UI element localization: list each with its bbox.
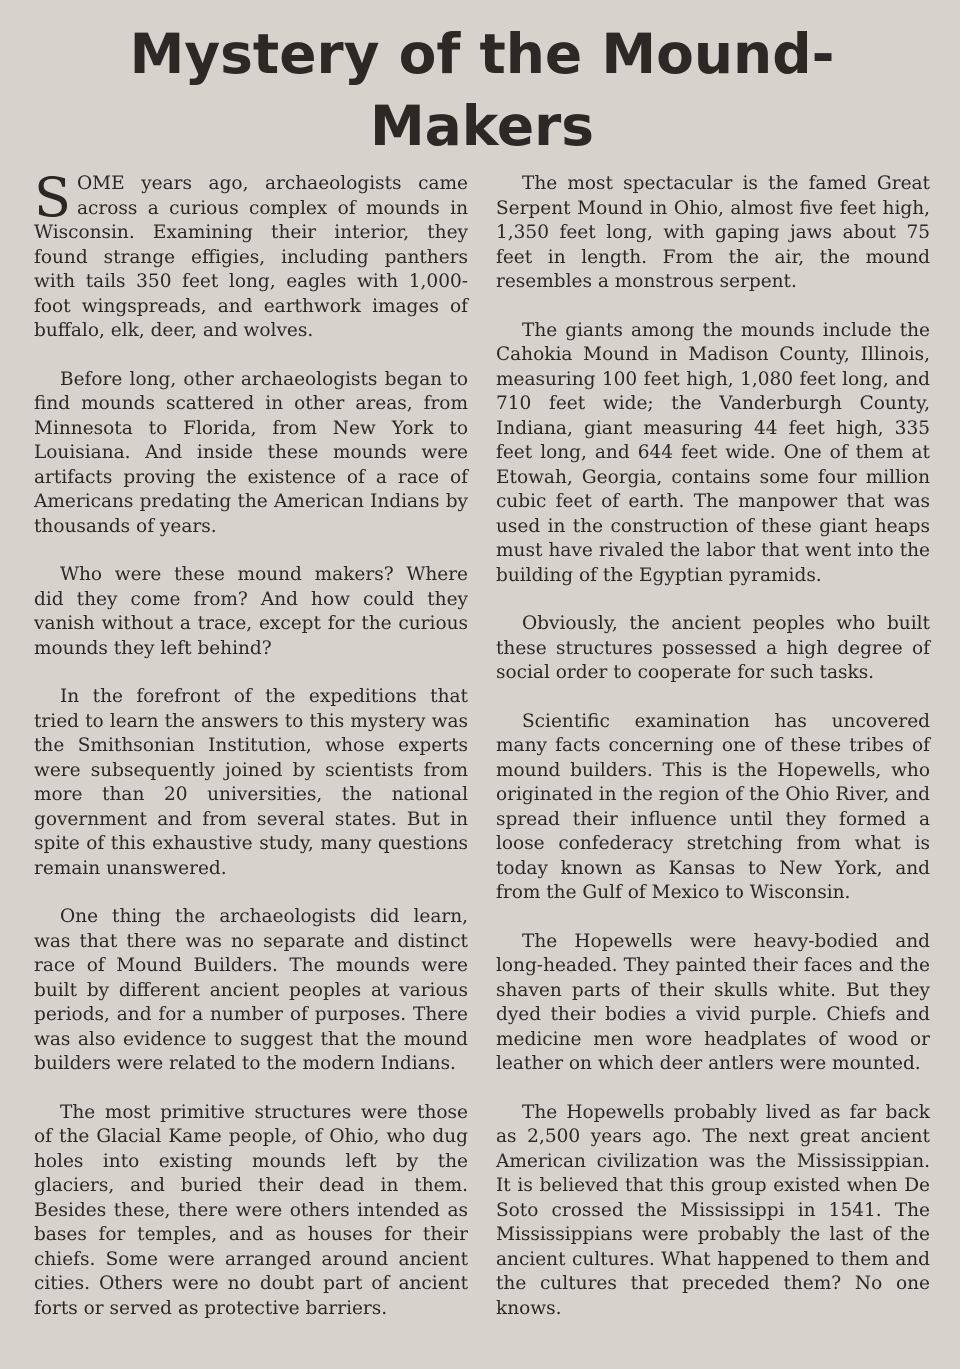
paragraph: The most primitive structures were those of the Glacial Kame people, of Ohio, who dug holes into existing mounds left by the glaciers, and buried their dead in them. Besides these, there were others intended as bases for temples, and as houses for their chiefs. Some were arranged around ancient cities. Others were no doubt part of ancient forts or served as protective barriers. [34, 1101, 468, 1319]
lead-smallcaps: OME [77, 173, 125, 194]
paragraph: In the forefront of the expeditions that tried to learn the answers to this mystery was the Smithsonian Institution, whose experts were subsequently joined by scientists from more than 20 universities, the national government and from several states. But in spite of this exhaustive study, many questions remain unanswered. [34, 686, 468, 879]
left-column [34, 166, 468, 1345]
paragraph: Who were these mound makers? Where did they come from? And how could they vanish without a trace, except for the curious mounds they left behind? [34, 564, 468, 659]
paragraph: The giants among the mounds include the Cahokia Mound in Madison County, Illinois, measuring 100 feet high, 1,080 feet long, and 710 feet wide; the Vanderburgh County, Indiana, giant measuring 44 feet high, 335 feet long, and 644 feet wide. One of them at Etowah, Georgia, contains some four million cubic feet of earth. The manpower that was used in the construction of these giant heaps must have rivaled the labor that went into the building of the Egyptian pyramids. [496, 319, 930, 586]
lead-text: years ago, archaeologists came across a curious complex of mounds in Wisconsin. Examining their interior, they found strange effigies, including panthers with tails 350 feet long, eagles with 1,000-foot wingspreads, and earthwork images of buffalo, elk, deer, and wolves. [34, 173, 468, 341]
paragraph: Before long, other archaeologists began to find mounds scattered in other areas, from Minnesota to Florida, from New York to Louisiana. And inside these mounds were artifacts proving the existence of a race of Americans predating the American Indians by thousands of years. [34, 368, 468, 537]
article-columns [34, 166, 930, 1345]
paragraph: The Hopewells probably lived as far back as 2,500 years ago. The next great ancient American civilization was the Mississippian. It is believed that this group existed when De Soto crossed the Mississippi in 1541. The Mississippians were probably the last of the ancient cultures. What happened to them and the cultures that preceded them? No one knows. [496, 1101, 930, 1319]
paragraph: Obviously, the ancient peoples who built these structures possessed a high degree of social order to cooperate for such tasks. [496, 613, 930, 683]
right-column [496, 172, 930, 1345]
article-title: Mystery of the Mound-Makers [129, 22, 835, 158]
drop-cap: S [34, 166, 71, 229]
paragraph: The Hopewells were heavy-bodied and long-headed. They painted their faces and the shaven parts of their skulls white. But they dyed their bodies a vivid purple. Chiefs and medicine men wore headplates of wood or leather on which deer antlers were mounted. [496, 930, 930, 1074]
lead-paragraph [34, 166, 468, 344]
paragraph: One thing the archaeologists did learn, was that there was no separate and distinct race of Mound Builders. The mounds were built by different ancient peoples at various periods, and for a number of purposes. There was also evidence to suggest that the mound builders were related to the modern Indians. [34, 906, 468, 1074]
paragraph: The most spectacular is the famed Great Serpent Mound in Ohio, almost five feet high, 1,350 feet long, with gaping jaws about 75 feet in length. From the air, the mound resembles a monstrous serpent. [496, 173, 930, 292]
paragraph: Scientific examination has uncovered many facts concerning one of these tribes of mound builders. This is the Hopewells, who originated in the region of the Ohio River, and spread their influence until they formed a loose confederacy stretching from what is today known as Kansas to New York, and from the Gulf of Mexico to Wisconsin. [496, 710, 930, 903]
